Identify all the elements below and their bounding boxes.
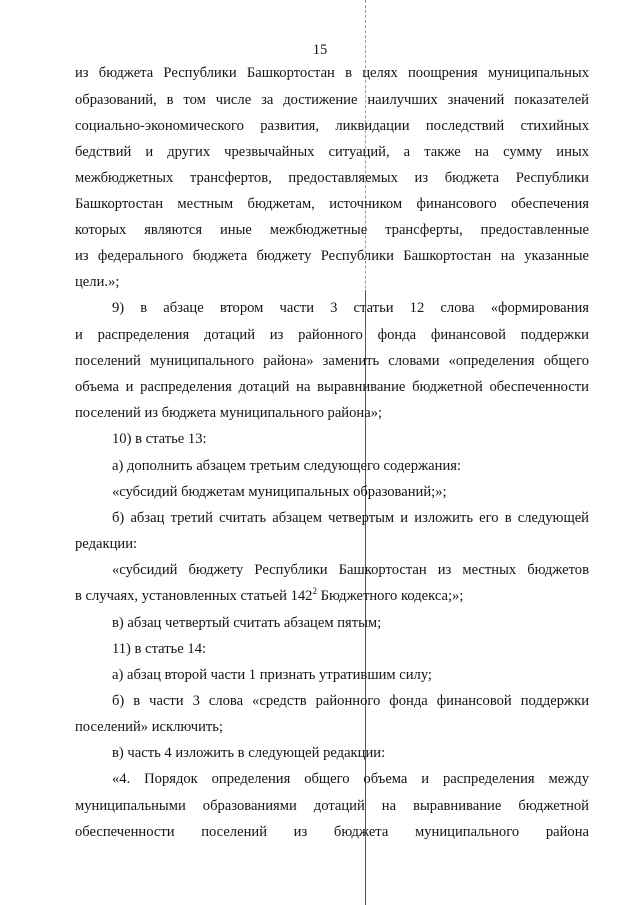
text-line: б) абзац третий считать абзацем четвертым и изложить его в следующей [112, 510, 589, 526]
text-line: «субсидий бюджетам муниципальных образований;»; [112, 484, 447, 500]
text-line: поселений из бюджета муниципального района»; [75, 405, 383, 421]
text-line: объема и распределения дотаций на выравнивание бюджетной обеспеченности [75, 379, 589, 395]
text-line: муниципальными образованиями дотаций на выравнивание бюджетной [75, 798, 589, 814]
text-line: образований, в том числе за достижение наилучших значений показателей [75, 92, 589, 108]
text-line: обеспеченности поселений из бюджета муниципального района [75, 824, 589, 840]
text-line: б) в части 3 слова «средств районного фонда финансовой поддержки [112, 693, 589, 709]
text-line-main: в случаях, установленных статьей 142 [75, 588, 313, 604]
text-line: в) абзац четвертый считать абзацем пятым; [112, 615, 382, 631]
text-line: в) часть 4 изложить в следующей редакции: [112, 745, 386, 761]
text-line: Башкортостан местным бюджетам, источником финансового обеспечения [75, 196, 589, 212]
text-line: «4. Порядок определения общего объема и распределения между [112, 771, 589, 787]
text-line: а) дополнить абзацем третьим следующего содержания: [112, 458, 462, 474]
text-line: социально-экономического развития, ликвидации последствий стихийных [75, 118, 589, 134]
text-line: поселений» исключить; [75, 719, 223, 735]
page-number: 15 [312, 42, 328, 58]
text-line: которых являются иные межбюджетные трансферты, предоставленные [75, 222, 589, 238]
text-line: поселений муниципального района» заменить словами «определения общего [75, 353, 589, 369]
text-line: редакции: [75, 536, 138, 552]
text-line [75, 586, 463, 606]
text-line: «субсидий бюджету Республики Башкортостан из местных бюджетов [112, 562, 589, 578]
text-line: цели.»; [75, 274, 120, 290]
text-line: и распределения дотаций из районного фонда финансовой поддержки [75, 327, 589, 343]
text-line: а) абзац второй части 1 признать утратившим силу; [112, 667, 432, 683]
text-line: 10) в статье 13: [112, 431, 207, 447]
text-line: из федерального бюджета бюджету Республики Башкортостан на указанные [75, 248, 589, 264]
text-line-tail: Бюджетного кодекса;»; [316, 588, 464, 604]
text-line: 11) в статье 14: [112, 641, 207, 657]
text-line: из бюджета Республики Башкортостан в целях поощрения муниципальных [75, 65, 589, 81]
text-line: межбюджетных трансфертов, предоставляемых из бюджета Республики [75, 170, 589, 186]
article-superscript: 2 [312, 586, 317, 597]
text-line: бедствий и других чрезвычайных ситуаций, а также на сумму иных [75, 144, 589, 160]
text-line: 9) в абзаце втором части 3 статьи 12 слова «формирования [112, 300, 589, 316]
